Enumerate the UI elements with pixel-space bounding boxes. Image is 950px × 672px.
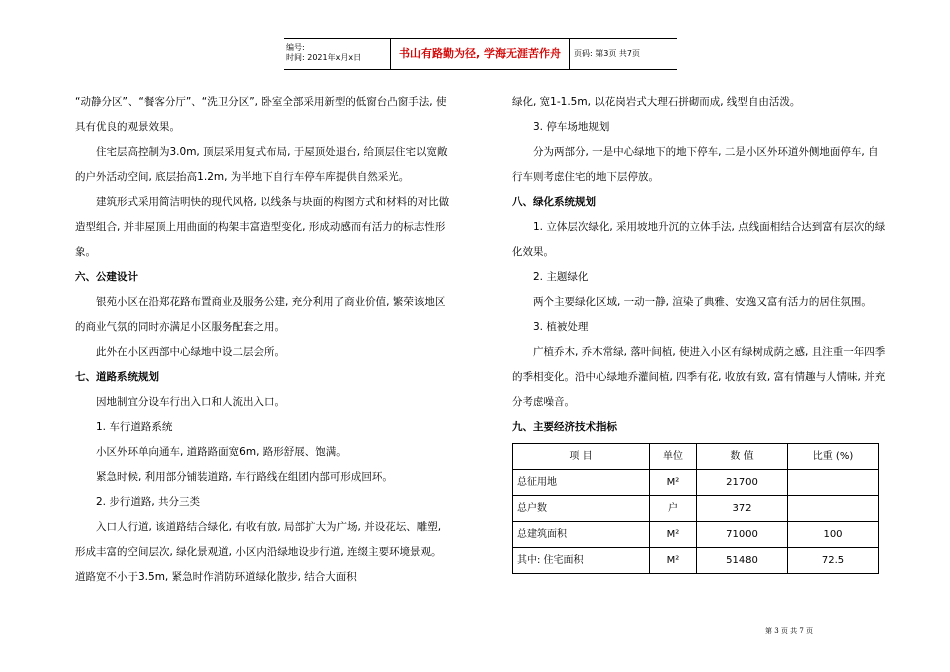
table-row <box>513 548 879 574</box>
paragraph: 此外在小区西部中心绿地中设二层会所。 <box>96 346 285 358</box>
table-cell: M² <box>650 470 697 496</box>
table-cell: 其中: 住宅面积 <box>513 548 650 574</box>
table-row <box>513 470 879 496</box>
table-cell <box>788 496 879 522</box>
subheading: 2. 主题绿化 <box>533 271 589 283</box>
subheading: 3. 植被处理 <box>533 321 589 333</box>
paragraph: 小区外环单向通车, 道路路面宽6m, 路形舒展、饱满。 <box>96 446 347 458</box>
paragraph: 绿化, 宽1-1.5m, 以花岗岩式大理石拼砌而成, 线型自由活泼。 <box>512 96 801 108</box>
table-cell: 21700 <box>697 470 788 496</box>
subheading: 2. 步行道路, 共分三类 <box>96 496 201 508</box>
left-column <box>75 90 451 590</box>
paragraph: 分为两部分, 一是中心绿地下的地下停车, 二是小区外环道外侧地面停车, 自行车则考虑住宅的地下层停放。 <box>512 146 879 183</box>
header-date: 时间: 2021年x月x日 <box>286 53 362 62</box>
table-cell: M² <box>650 522 697 548</box>
paragraph: 建筑形式采用简洁明快的现代风格, 以线条与块面的构图方式和材料的对比做造型组合, 并非屋顶上用曲面的构架丰富造型变化, 形成动感而有活力的标志性形象。 <box>75 196 450 258</box>
paragraph: “动静分区”、“餐客分厅”、“洗卫分区”, 卧室全部采用新型的低窗台凸窗手法, 使具有优良的观景效果。 <box>75 96 447 133</box>
table-cell: 100 <box>788 522 879 548</box>
paragraph: 住宅层高控制为3.0m, 顶层采用复式布局, 于屋顶处退台, 给顶层住宅以宽敞的户外活动空间, 底层抬高1.2m, 为半地下自行车停车库提供自然采光。 <box>75 146 448 183</box>
table-header-cell: 数 值 <box>697 444 788 470</box>
paragraph: 银苑小区在沿郑花路布置商业及服务公建, 充分利用了商业价值, 繁荣该地区的商业气氛的同时亦满足小区服务配套之用。 <box>75 296 446 333</box>
paragraph: 广植乔木, 乔木常绿, 落叶间植, 使进入小区有绿树成荫之感, 且注重一年四季的季相变化。沿中心绿地乔灌间植, 四季有花, 收放有致, 富有情趣与人情味, 并充分考虑噪音。 <box>512 346 886 408</box>
table-cell: 户 <box>650 496 697 522</box>
table-cell: 51480 <box>697 548 788 574</box>
paragraph: 紧急时候, 利用部分铺装道路, 车行路线在组团内部可形成回环。 <box>96 471 393 483</box>
paragraph: 入口人行道, 该道路结合绿化, 有收有放, 局部扩大为广场, 并设花坛、雕塑, 形成丰富的空间层次, 绿化景观道, 小区内沿绿地设步行道, 连缀主要环境景观。道路宽不小于3.5m, 紧急时作消防环道绿化散步, 结合大面积 <box>75 521 442 583</box>
header-meta <box>286 43 390 63</box>
section-heading: 八、绿化系统规划 <box>512 196 596 208</box>
table-header-cell: 项 目 <box>513 444 650 470</box>
header-motto: 书山有路勤为径, 学海无涯苦作舟 <box>390 39 570 69</box>
table-cell: 71000 <box>697 522 788 548</box>
paragraph: 1. 立体层次绿化, 采用坡地升沉的立体手法, 点线面相结合达到富有层次的绿化效果。 <box>512 221 886 258</box>
page-footer: 第 3 页 共 7 页 <box>765 627 814 635</box>
section-heading: 九、主要经济技术指标 <box>512 421 617 433</box>
table-cell: 总建筑面积 <box>513 522 650 548</box>
table-header-cell: 比重 (%) <box>788 444 879 470</box>
table-row <box>513 496 879 522</box>
table-row <box>513 522 879 548</box>
page-header <box>284 38 677 70</box>
table-cell <box>788 470 879 496</box>
table-cell: M² <box>650 548 697 574</box>
economic-indicators-table <box>512 443 879 574</box>
table-cell: 72.5 <box>788 548 879 574</box>
section-heading: 六、公建设计 <box>75 271 138 283</box>
header-page-info: 页码: 第3页 共7页 <box>574 49 640 58</box>
table-cell: 372 <box>697 496 788 522</box>
subheading: 1. 车行道路系统 <box>96 421 173 433</box>
table-cell: 总征用地 <box>513 470 650 496</box>
table-cell: 总户数 <box>513 496 650 522</box>
table-header-cell: 单位 <box>650 444 697 470</box>
header-number: 编号: <box>286 43 305 52</box>
subheading: 3. 停车场地规划 <box>533 121 610 133</box>
right-column <box>512 90 888 574</box>
section-heading: 七、道路系统规划 <box>75 371 159 383</box>
paragraph: 因地制宜分设车行出入口和人流出入口。 <box>96 396 285 408</box>
paragraph: 两个主要绿化区域, 一动一静, 渲染了典雅、安逸又富有活力的居住氛围。 <box>533 296 872 308</box>
table-header-row <box>513 444 879 470</box>
